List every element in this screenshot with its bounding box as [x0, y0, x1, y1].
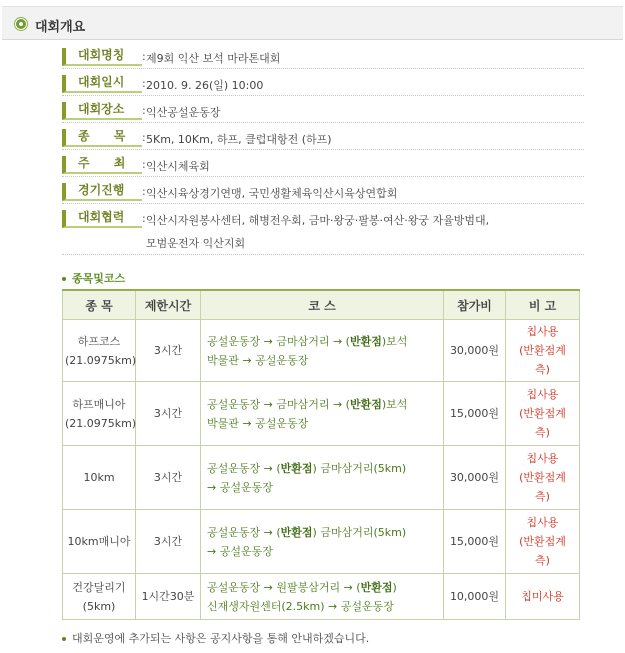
- column-header: 코 스: [201, 290, 444, 320]
- course-text: 공설운동장 → 금마삼거리 → (: [207, 397, 350, 411]
- fee-cell: 15,000원: [444, 510, 506, 574]
- course-text: 공설운동장 → 금마삼거리 → (: [207, 334, 350, 348]
- time-limit-cell: 3시간: [136, 320, 201, 382]
- colon-separator: :: [142, 104, 146, 117]
- note-text: 측): [535, 363, 550, 376]
- event-cell: [63, 320, 136, 382]
- note-cell: [506, 382, 580, 446]
- note-text: 측): [535, 490, 550, 503]
- event-cell: [63, 446, 136, 510]
- time-limit-cell: 3시간: [136, 382, 201, 446]
- fee-cell: 30,000원: [444, 446, 506, 510]
- fee-cell: 10,000원: [444, 574, 506, 620]
- course-cell: [201, 320, 444, 382]
- info-value: 익산시체육회: [146, 160, 210, 173]
- note-cell: [506, 320, 580, 382]
- event-cell: [63, 574, 136, 620]
- column-header: 종 목: [63, 290, 136, 320]
- course-text: ) 금마삼거리(5km): [312, 525, 407, 539]
- course-text: 공설운동장 → 원팔봉삼거리 → (: [207, 580, 361, 594]
- page-title: 대회개요: [35, 20, 86, 35]
- course-cell: [201, 510, 444, 574]
- info-label: 대회장소: [62, 102, 142, 120]
- event-cell: [63, 510, 136, 574]
- turnaround-label: 반환점: [349, 334, 382, 348]
- course-cell: [201, 574, 444, 620]
- info-value: 5Km, 10Km, 하프, 클럽대항전 (하프): [146, 133, 332, 146]
- event-name: 하프코스: [77, 334, 121, 348]
- info-row-venue: [62, 101, 584, 123]
- colon-separator: :: [142, 185, 146, 198]
- fee-cell: 15,000원: [444, 382, 506, 446]
- info-label: 경기진행: [62, 183, 142, 201]
- note-text: 칩사용: [526, 516, 559, 529]
- course-text: )보석: [381, 334, 408, 348]
- column-header: 제한시간: [136, 290, 201, 320]
- table-row: [63, 320, 580, 382]
- course-text: 박물관 → 공설운동장: [207, 353, 309, 367]
- event-distance: (21.0975km): [65, 416, 137, 430]
- info-value: 2010. 9. 26(일) 10:00: [146, 79, 264, 92]
- course-text: ) 금마삼거리(5km): [312, 461, 407, 475]
- course-text: 공설운동장 → (: [207, 461, 281, 475]
- course-text: → 공설운동장: [207, 544, 273, 558]
- event-name: 하프매니아: [72, 397, 126, 411]
- note-text: (반환점계: [519, 407, 566, 420]
- info-value: 익산시자원봉사센터, 해병전우회, 금마·왕궁·팔봉·여산·왕궁 자율방범대,: [146, 214, 490, 227]
- course-table: [62, 289, 580, 620]
- bullet-circle-icon: [15, 18, 27, 30]
- section-header: [2, 6, 623, 40]
- event-distance: (5km): [82, 599, 116, 613]
- event-name: 10km매니아: [67, 535, 131, 548]
- info-value: 익산시육상경기연맹, 국민생활체육익산시육상연합회: [146, 187, 398, 200]
- course-text: → 공설운동장: [207, 480, 273, 494]
- info-row-operation: [62, 182, 584, 204]
- event-distance: (21.0975km): [65, 353, 137, 367]
- course-text: 박물관 → 공설운동장: [207, 416, 309, 430]
- footer-text: 대회운영에 추가되는 사항은 공지사항을 통해 안내하겠습니다.: [72, 632, 370, 645]
- info-row-date: [62, 74, 584, 96]
- info-label: 대회명칭: [62, 48, 142, 66]
- course-cell: [201, 382, 444, 446]
- column-header: 참가비: [444, 290, 506, 320]
- info-label: 종 목: [62, 129, 142, 147]
- footer-notice: [62, 630, 369, 646]
- note-text: 칩사용: [526, 452, 559, 465]
- turnaround-label: 반환점: [360, 580, 393, 594]
- table-row: [63, 382, 580, 446]
- table-header-row: [63, 290, 580, 320]
- course-cell: [201, 446, 444, 510]
- bullet-icon: [62, 637, 66, 641]
- note-text: 측): [535, 554, 550, 567]
- info-row-cooperation: [62, 209, 584, 255]
- time-limit-cell: 3시간: [136, 446, 201, 510]
- info-value: 제9회 익산 보석 마라톤대회: [146, 52, 281, 65]
- table-row: [63, 574, 580, 620]
- note-text: (반환점계: [519, 535, 566, 548]
- info-label: 주 최: [62, 156, 142, 174]
- info-row-name: [62, 47, 584, 69]
- course-text: ): [392, 580, 397, 594]
- colon-separator: :: [142, 50, 146, 63]
- note-text: 칩사용: [526, 388, 559, 401]
- section-title-text: 종목및코스: [72, 272, 126, 285]
- colon-separator: :: [142, 158, 146, 171]
- info-row-events: [62, 128, 584, 150]
- colon-separator: :: [142, 77, 146, 90]
- colon-separator: :: [142, 131, 146, 144]
- colon-separator: :: [142, 212, 146, 225]
- turnaround-label: 반환점: [280, 525, 313, 539]
- note-text: (반환점계: [519, 471, 566, 484]
- note-cell: [506, 446, 580, 510]
- turnaround-label: 반환점: [280, 461, 313, 475]
- note-text: (반환점계: [519, 344, 566, 357]
- turnaround-label: 반환점: [349, 397, 382, 411]
- note-cell: [506, 510, 580, 574]
- event-cell: [63, 382, 136, 446]
- event-name: 건강달리기: [72, 580, 126, 594]
- table-row: [63, 510, 580, 574]
- time-limit-cell: 1시간30분: [136, 574, 201, 620]
- course-text: 신재생자원센터(2.5km) → 공설운동장: [207, 599, 394, 613]
- info-label: 대회협력: [62, 210, 142, 228]
- bullet-icon: [62, 277, 66, 281]
- note-cell: 칩미사용: [506, 574, 580, 620]
- info-label: 대회일시: [62, 75, 142, 93]
- course-text: )보석: [381, 397, 408, 411]
- section-title: [62, 270, 125, 286]
- info-row-host: [62, 155, 584, 177]
- info-value: 익산공설운동장: [146, 106, 221, 119]
- time-limit-cell: 3시간: [136, 510, 201, 574]
- column-header: 비 고: [506, 290, 580, 320]
- info-value-line2: 모범운전자 익산지회: [146, 237, 246, 250]
- course-text: 공설운동장 → (: [207, 525, 281, 539]
- note-text: 측): [535, 426, 550, 439]
- table-row: [63, 446, 580, 510]
- note-text: 칩사용: [526, 325, 559, 338]
- fee-cell: 30,000원: [444, 320, 506, 382]
- event-name: 10km: [83, 471, 115, 484]
